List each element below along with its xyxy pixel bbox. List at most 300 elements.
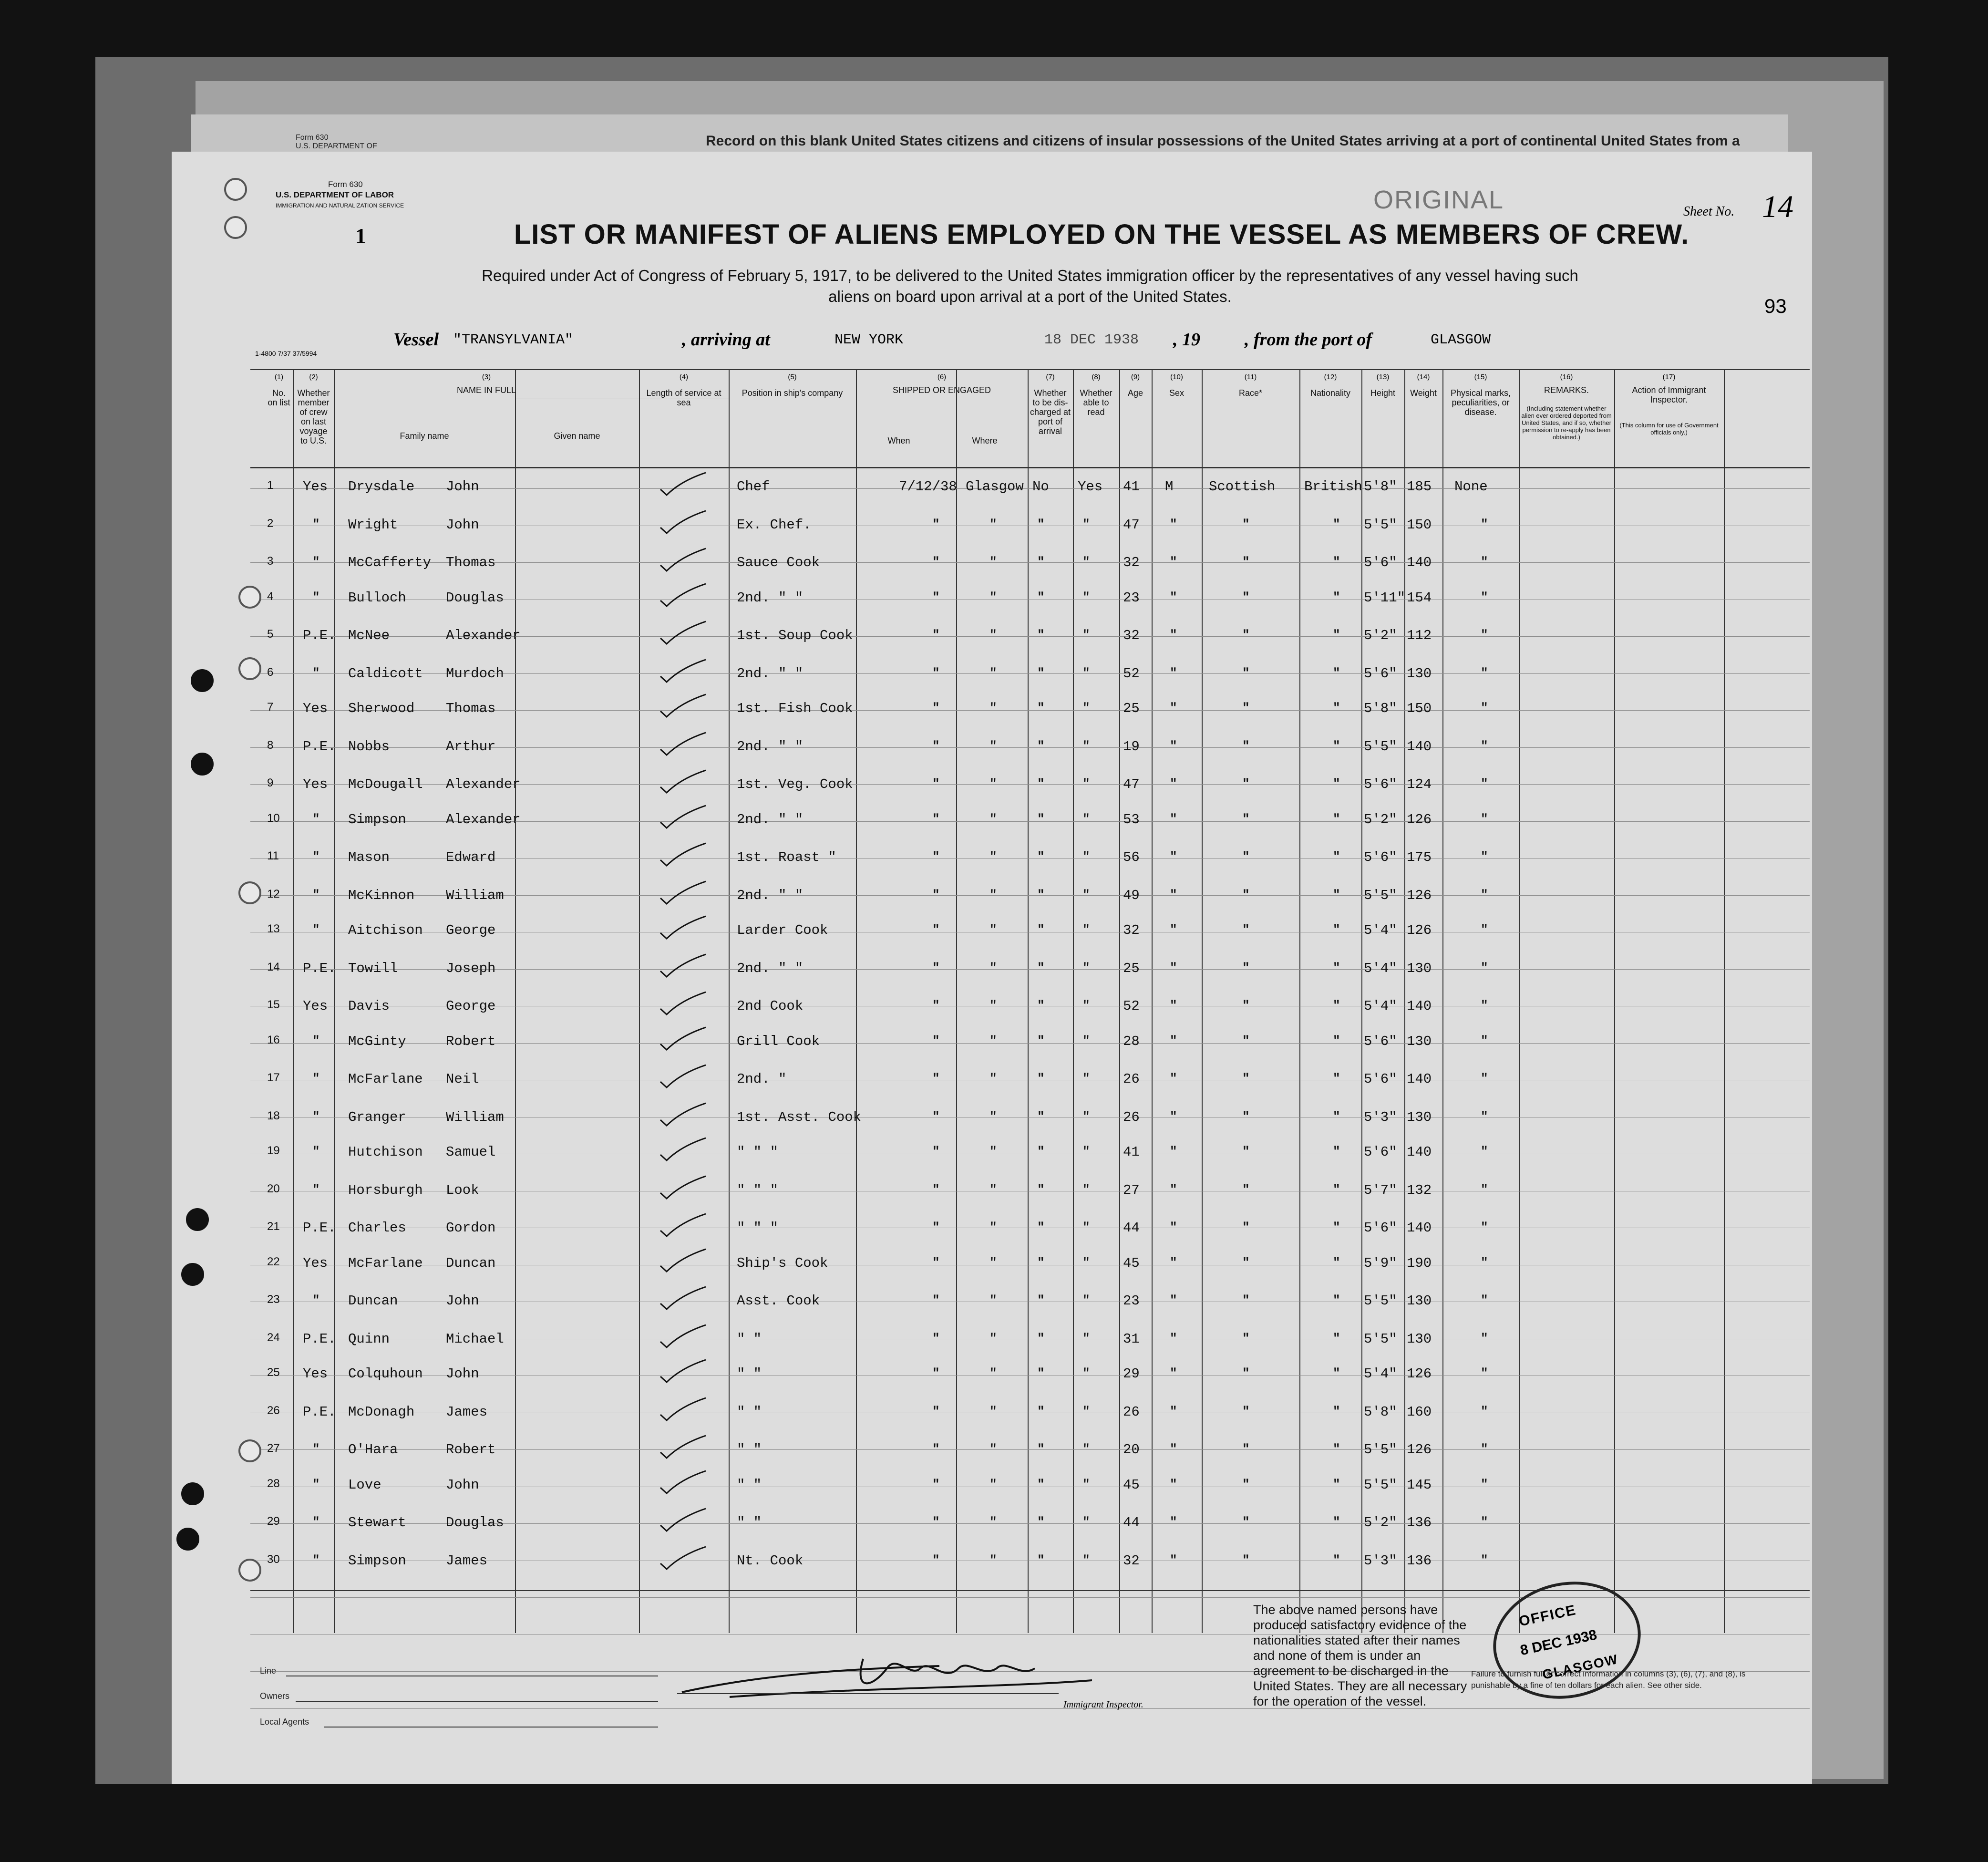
cell-family: Granger: [348, 1109, 406, 1125]
cell-marks: ": [1481, 1404, 1488, 1418]
column-subheader: Where: [972, 436, 998, 445]
cell-sex: ": [1170, 922, 1177, 937]
cell-height: 5'8": [1364, 479, 1397, 495]
vessel-name: "TRANSYLVANIA": [453, 332, 574, 348]
cell-race: ": [1242, 1071, 1250, 1086]
column-number: (10): [1170, 373, 1183, 381]
cell-where: ": [989, 776, 997, 791]
cell-family: Hutchison: [348, 1144, 423, 1160]
cell-weight: 145: [1407, 1477, 1432, 1493]
cell-no: 4: [267, 590, 274, 603]
cell-marks: ": [1481, 1033, 1488, 1048]
cell-given: Gordon: [446, 1220, 496, 1236]
cell-prev: P.E.: [303, 1404, 336, 1420]
cell-given: Joseph: [446, 960, 496, 976]
column-header: Height: [1370, 388, 1396, 398]
punch-hole: [238, 586, 261, 609]
cell-age: 44: [1123, 1220, 1140, 1236]
cell-read: ": [1082, 1293, 1090, 1307]
cell-read: ": [1082, 849, 1090, 864]
cell-sex: ": [1170, 887, 1177, 902]
cell-weight: 130: [1407, 960, 1432, 976]
cell-nat: ": [1333, 1144, 1340, 1159]
cell-disch: ": [1037, 1366, 1045, 1380]
cell-where: ": [989, 1293, 997, 1307]
cell-position: 1st. Roast ": [737, 849, 836, 865]
cell-given: William: [446, 1109, 504, 1125]
cell-no: 27: [267, 1442, 280, 1455]
column-header: Weight: [1410, 388, 1437, 398]
cell-family: Stewart: [348, 1515, 406, 1531]
cell-marks: ": [1481, 1071, 1488, 1086]
punch-hole: [181, 1263, 204, 1286]
cell-sex: ": [1170, 701, 1177, 715]
column-header: Whether to be dis-charged at port of arrival: [1030, 388, 1071, 436]
column-number: (16): [1560, 373, 1573, 381]
cell-where: ": [989, 738, 997, 753]
cell-height: 5'3": [1364, 1109, 1397, 1125]
cell-position: 2nd. " ": [737, 811, 803, 828]
punch-hole: [238, 1559, 261, 1582]
punch-hole: [238, 881, 261, 904]
cell-no: 7: [267, 701, 274, 714]
cell-position: 1st. Soup Cook: [737, 628, 853, 643]
table-top-border: [250, 369, 1810, 370]
cell-height: 5'2": [1364, 811, 1397, 828]
checkmark-icon: [658, 1506, 687, 1525]
column-number: (4): [679, 373, 689, 381]
cell-when: ": [932, 665, 940, 680]
cell-when: ": [932, 590, 940, 604]
column-rule: [1442, 369, 1443, 1633]
cell-height: 5'4": [1364, 1366, 1397, 1382]
cell-height: 5'4": [1364, 960, 1397, 976]
cell-disch: ": [1037, 1293, 1045, 1307]
cell-where: ": [989, 590, 997, 604]
column-number: (14): [1417, 373, 1430, 381]
cell-when: ": [932, 922, 940, 937]
checkmark-icon: [658, 657, 687, 676]
cell-given: James: [446, 1552, 488, 1569]
cell-when: ": [932, 1071, 940, 1086]
cell-age: 52: [1123, 665, 1140, 682]
cell-race: ": [1242, 738, 1250, 753]
cell-nat: British: [1304, 479, 1362, 495]
cell-weight: 126: [1407, 887, 1432, 903]
cell-given: Alexander: [446, 811, 521, 828]
cell-age: 56: [1123, 849, 1140, 865]
cell-age: 25: [1123, 701, 1140, 716]
cell-position: 1st. Asst. Cook: [737, 1109, 862, 1125]
cell-no: 12: [267, 887, 280, 900]
required-line-2: aliens on board upon arrival at a port of the United States.: [828, 288, 1232, 305]
cell-weight: 126: [1407, 922, 1432, 938]
cell-no: 16: [267, 1033, 280, 1046]
cell-weight: 130: [1407, 665, 1432, 682]
cell-where: ": [989, 1442, 997, 1456]
cell-sex: ": [1170, 811, 1177, 826]
cell-when: ": [932, 1144, 940, 1159]
cell-no: 2: [267, 517, 274, 530]
punch-hole: [191, 753, 214, 776]
cell-race: ": [1242, 1182, 1250, 1197]
cell-height: 5'5": [1364, 517, 1397, 533]
cell-sex: ": [1170, 1109, 1177, 1124]
cell-when: ": [932, 1293, 940, 1307]
cell-family: McGinty: [348, 1033, 406, 1049]
cell-prev: ": [312, 1293, 320, 1307]
cell-family: McKinnon: [348, 887, 415, 903]
cell-where: ": [989, 701, 997, 715]
cell-age: 23: [1123, 1293, 1140, 1309]
cell-no: 28: [267, 1477, 280, 1490]
checkmark-icon: [658, 990, 687, 1009]
cell-prev: ": [312, 517, 320, 531]
cell-where: ": [989, 1477, 997, 1491]
cell-marks: ": [1481, 811, 1488, 826]
cell-marks: ": [1481, 628, 1488, 642]
cell-read: ": [1082, 960, 1090, 975]
checkmark-icon: [658, 803, 687, 822]
cell-nat: ": [1333, 1071, 1340, 1086]
cell-sex: ": [1170, 1182, 1177, 1197]
column-subheader: Given name: [554, 431, 600, 441]
manifest-page: [172, 152, 1812, 1784]
cell-no: 25: [267, 1366, 280, 1379]
cell-race: ": [1242, 665, 1250, 680]
checkmark-icon: [658, 1174, 687, 1193]
cell-given: Samuel: [446, 1144, 496, 1160]
cell-height: 5'5": [1364, 1477, 1397, 1493]
cell-family: Horsburgh: [348, 1182, 423, 1198]
cell-race: ": [1242, 555, 1250, 569]
cell-nat: ": [1333, 922, 1340, 937]
cell-read: ": [1082, 811, 1090, 826]
cell-prev: ": [312, 887, 320, 902]
cell-family: Davis: [348, 998, 390, 1014]
cell-given: Douglas: [446, 590, 504, 606]
stamp-number: 93: [1764, 295, 1787, 317]
cell-age: 29: [1123, 1366, 1140, 1382]
cell-where: ": [989, 1220, 997, 1234]
cell-given: Robert: [446, 1442, 496, 1458]
cell-no: 1: [267, 479, 274, 492]
cell-disch: ": [1037, 1182, 1045, 1197]
cell-when: ": [932, 1442, 940, 1456]
column-header: Action of Immigrant Inspector.: [1632, 385, 1706, 404]
cell-no: 10: [267, 811, 280, 825]
cell-age: 26: [1123, 1071, 1140, 1087]
cell-weight: 150: [1407, 517, 1432, 533]
cell-race: ": [1242, 1404, 1250, 1418]
cell-read: ": [1082, 1404, 1090, 1418]
cell-height: 5'3": [1364, 1552, 1397, 1569]
cell-marks: ": [1481, 1144, 1488, 1159]
cell-disch: ": [1037, 1477, 1045, 1491]
cell-nat: ": [1333, 701, 1340, 715]
cell-prev: Yes: [303, 1366, 328, 1382]
cell-prev: ": [312, 1182, 320, 1197]
cell-disch: ": [1037, 849, 1045, 864]
cell-where: ": [989, 1255, 997, 1270]
nationality-note: The above named persons have produced satisfactory evidence of the nationalities stated after their names and none of them is under an agreement to be discharged in the United States. They are all necessary for the operation of the vessel.: [1253, 1603, 1467, 1708]
cell-family: Duncan: [348, 1293, 398, 1309]
cell-position: Asst. Cook: [737, 1293, 820, 1309]
cell-nat: ": [1333, 1331, 1340, 1345]
column-rule: [639, 369, 640, 1633]
owners-label: Owners: [260, 1691, 290, 1701]
cell-position: 2nd. " ": [737, 590, 803, 606]
column-rule: [293, 369, 294, 1633]
cell-age: 31: [1123, 1331, 1140, 1347]
cell-sex: ": [1170, 1366, 1177, 1380]
cell-nat: ": [1333, 1477, 1340, 1491]
printer-code: 1-4800 7/37 37/5994: [255, 350, 317, 357]
cell-disch: ": [1037, 628, 1045, 642]
form-id: Form 630: [328, 180, 363, 189]
cell-age: 45: [1123, 1477, 1140, 1493]
cell-height: 5'6": [1364, 776, 1397, 792]
cell-family: McFarlane: [348, 1071, 423, 1087]
cell-weight: 160: [1407, 1404, 1432, 1420]
cell-weight: 185: [1407, 479, 1432, 495]
cell-given: William: [446, 887, 504, 903]
cell-race: ": [1242, 998, 1250, 1013]
cell-read: ": [1082, 1182, 1090, 1197]
cell-race: ": [1242, 1033, 1250, 1048]
cell-sex: ": [1170, 960, 1177, 975]
checkmark-icon: [658, 1433, 687, 1452]
cell-no: 23: [267, 1293, 280, 1306]
cell-marks: ": [1481, 555, 1488, 569]
checkmark-icon: [658, 1101, 687, 1120]
cell-sex: ": [1170, 1144, 1177, 1159]
cell-nat: ": [1333, 1442, 1340, 1456]
cell-no: 21: [267, 1220, 280, 1233]
cell-read: ": [1082, 998, 1090, 1013]
cell-height: 5'5": [1364, 1293, 1397, 1309]
cell-race: ": [1242, 517, 1250, 531]
cell-marks: ": [1481, 590, 1488, 604]
service: IMMIGRATION AND NATURALIZATION SERVICE: [276, 202, 404, 209]
cell-given: John: [446, 1366, 479, 1382]
cell-position: 2nd. " ": [737, 738, 803, 755]
inspector-signature: [672, 1640, 1102, 1711]
cell-prev: P.E.: [303, 1220, 336, 1236]
cell-height: 5'5": [1364, 1442, 1397, 1458]
cell-nat: ": [1333, 1109, 1340, 1124]
cell-position: Nt. Cook: [737, 1552, 803, 1569]
stamp-city: GLASGOW: [1541, 1651, 1620, 1682]
cell-disch: ": [1037, 922, 1045, 937]
cell-given: Look: [446, 1182, 479, 1198]
cell-weight: 140: [1407, 1071, 1432, 1087]
column-rule: [1404, 369, 1405, 1633]
cell-sex: ": [1170, 1404, 1177, 1418]
cell-race: ": [1242, 922, 1250, 937]
column-header: No. on list: [268, 388, 290, 407]
cell-position: " " ": [737, 1220, 779, 1236]
cell-where: ": [989, 887, 997, 902]
cell-weight: 126: [1407, 1442, 1432, 1458]
column-number: (13): [1376, 373, 1390, 381]
cell-no: 14: [267, 960, 280, 973]
column-number: (1): [274, 373, 284, 381]
cell-given: Edward: [446, 849, 496, 865]
cell-where: ": [989, 1366, 997, 1380]
cell-sex: ": [1170, 628, 1177, 642]
cell-no: 17: [267, 1071, 280, 1084]
cell-sex: ": [1170, 1071, 1177, 1086]
column-rule: [1724, 369, 1725, 1633]
cell-prev: ": [312, 1109, 320, 1124]
checkmark-icon: [658, 1323, 687, 1342]
cell-family: Colquhoun: [348, 1366, 423, 1382]
cell-read: ": [1082, 922, 1090, 937]
cell-read: ": [1082, 665, 1090, 680]
cell-height: 5'4": [1364, 998, 1397, 1014]
checkmark-icon: [658, 1469, 687, 1488]
cell-height: 5'6": [1364, 849, 1397, 865]
cell-marks: ": [1481, 1109, 1488, 1124]
cell-sex: ": [1170, 665, 1177, 680]
checkmark-icon: [658, 1357, 687, 1376]
cell-weight: 136: [1407, 1552, 1432, 1569]
cell-where: ": [989, 922, 997, 937]
cell-family: Love: [348, 1477, 381, 1493]
column-header: REMARKS.: [1544, 385, 1589, 395]
cell-sex: ": [1170, 849, 1177, 864]
cell-nat: ": [1333, 590, 1340, 604]
cell-read: ": [1082, 628, 1090, 642]
cell-position: " " ": [737, 1144, 779, 1160]
cell-family: McDonagh: [348, 1404, 415, 1420]
cell-disch: ": [1037, 887, 1045, 902]
column-rule: [1202, 369, 1203, 1633]
cell-marks: None: [1454, 479, 1488, 495]
cell-height: 5'2": [1364, 628, 1397, 643]
cell-family: O'Hara: [348, 1442, 398, 1458]
cell-nat: ": [1333, 555, 1340, 569]
cell-when: ": [932, 1366, 940, 1380]
cell-race: ": [1242, 1477, 1250, 1491]
cell-prev: ": [312, 1442, 320, 1456]
cell-prev: ": [312, 849, 320, 864]
required-line-1: Required under Act of Congress of February 5, 1917, to be delivered to the United States immigration officer by the representatives of any vessel having such: [482, 267, 1578, 284]
cell-read: ": [1082, 1255, 1090, 1270]
cell-weight: 130: [1407, 1293, 1432, 1309]
cell-height: 5'5": [1364, 738, 1397, 755]
column-header: Nationality: [1310, 388, 1351, 398]
cell-age: 41: [1123, 1144, 1140, 1160]
cell-race: ": [1242, 1515, 1250, 1529]
cell-sex: ": [1170, 1293, 1177, 1307]
cell-position: " ": [737, 1442, 762, 1458]
cell-marks: ": [1481, 1366, 1488, 1380]
cell-marks: ": [1481, 776, 1488, 791]
line-label: Line: [260, 1666, 277, 1676]
cell-where: ": [989, 517, 997, 531]
checkmark-icon: [658, 581, 687, 600]
cell-position: Sauce Cook: [737, 555, 820, 570]
cell-marks: ": [1481, 1220, 1488, 1234]
checkmark-icon: [658, 879, 687, 898]
cell-position: Ship's Cook: [737, 1255, 828, 1271]
cell-sex: ": [1170, 1552, 1177, 1567]
cell-marks: ": [1481, 1182, 1488, 1197]
cell-race: ": [1242, 811, 1250, 826]
punch-hole: [186, 1208, 209, 1231]
column-rule: [1152, 369, 1153, 1633]
arriving-port: NEW YORK: [834, 332, 904, 348]
cell-when: ": [932, 849, 940, 864]
column-header: Age: [1127, 388, 1143, 398]
cell-read: ": [1082, 1109, 1090, 1124]
cell-no: 13: [267, 922, 280, 935]
cell-family: Towill: [348, 960, 398, 976]
cell-no: 15: [267, 998, 280, 1011]
cell-position: Chef: [737, 479, 770, 495]
cell-family: Sherwood: [348, 701, 415, 716]
cell-weight: 130: [1407, 1033, 1432, 1049]
cell-race: ": [1242, 1144, 1250, 1159]
cell-nat: ": [1333, 1293, 1340, 1307]
cell-no: 18: [267, 1109, 280, 1122]
checkmark-icon: [658, 1025, 687, 1044]
cell-nat: ": [1333, 1515, 1340, 1529]
cell-prev: P.E.: [303, 1331, 336, 1347]
punch-hole: [191, 669, 214, 692]
column-rule: [1519, 369, 1520, 1633]
column-rule: [856, 369, 857, 1633]
year-label: , 19: [1173, 330, 1200, 350]
cell-family: McCafferty: [348, 555, 432, 570]
cell-given: John: [446, 1293, 479, 1309]
cell-prev: Yes: [303, 998, 328, 1014]
cell-race: ": [1242, 849, 1250, 864]
cell-prev: Yes: [303, 701, 328, 716]
cell-when: ": [932, 517, 940, 531]
cell-nat: ": [1333, 628, 1340, 642]
cell-age: 41: [1123, 479, 1140, 495]
cell-nat: ": [1333, 849, 1340, 864]
cell-disch: ": [1037, 1220, 1045, 1234]
cell-position: 1st. Veg. Cook: [737, 776, 853, 792]
column-rule: [1361, 369, 1362, 1633]
cell-read: ": [1082, 1477, 1090, 1491]
checkmark-icon: [658, 1211, 687, 1231]
cell-no: 6: [267, 665, 274, 679]
cell-position: " ": [737, 1366, 762, 1382]
column-rule: [956, 369, 957, 1633]
header-bottom-border: [250, 467, 1810, 468]
sheet-number: 14: [1762, 189, 1793, 224]
cell-race: ": [1242, 1442, 1250, 1456]
cell-sex: ": [1170, 1477, 1177, 1491]
cell-sex: ": [1170, 1331, 1177, 1345]
cell-read: Yes: [1078, 479, 1103, 495]
column-subheader: (This column for use of Government officials only.): [1619, 422, 1719, 436]
owners-rule: [296, 1701, 658, 1702]
cell-weight: 124: [1407, 776, 1432, 792]
agents-rule: [324, 1727, 658, 1728]
cell-disch: ": [1037, 590, 1045, 604]
cell-sex: ": [1170, 998, 1177, 1013]
column-number: (6): [937, 373, 947, 381]
cell-where: ": [989, 665, 997, 680]
cell-age: 28: [1123, 1033, 1140, 1049]
cell-family: Simpson: [348, 811, 406, 828]
